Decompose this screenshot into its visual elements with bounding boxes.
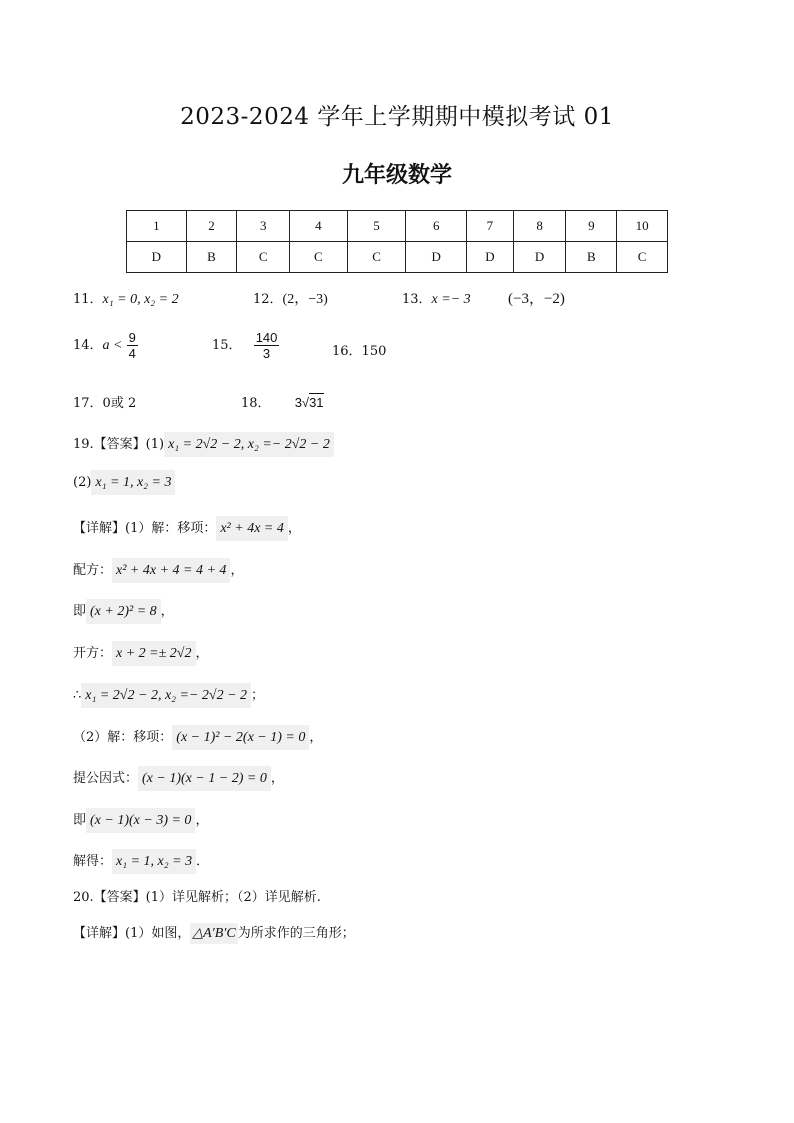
q17-answer: 17．0或 2 (73, 396, 137, 411)
math-expression: (2，−3) (282, 292, 328, 307)
table-cell: 7 (467, 211, 514, 242)
detail-label: 【详解】(1）如图， (73, 926, 191, 941)
q19-answer-line (73, 433, 334, 453)
math-expression: △A′B′C (190, 923, 237, 944)
step-label: ∴ (73, 688, 82, 703)
step-label: 开方： (73, 646, 113, 661)
question-number: 13． (402, 292, 432, 307)
punctuation: ， (195, 813, 209, 828)
q19-step-line (73, 850, 209, 870)
radical-expression: 3√31 (294, 395, 324, 410)
q19-step-line (73, 684, 264, 704)
punctuation: ； (251, 688, 265, 703)
math-expression: x² + 4x = 4 (216, 516, 288, 541)
table-cell: 1 (127, 211, 187, 242)
table-cell: 2 (186, 211, 237, 242)
q14-answer (73, 330, 138, 361)
table-cell: 8 (513, 211, 566, 242)
punctuation: ， (230, 563, 244, 578)
step-label: 解得： (73, 854, 113, 869)
q13-answer (402, 288, 471, 308)
fraction (254, 330, 280, 361)
punctuation: ， (195, 646, 209, 661)
q19-answer-line-2 (73, 475, 175, 491)
q19-step-line (73, 559, 243, 579)
table-cell: B (566, 242, 617, 273)
detail-label: 【详解】(1）解：移项： (73, 521, 217, 536)
table-cell: D (406, 242, 467, 273)
math-expression: x₁ = 2√2 − 2, x₂ =− 2√2 − 2 (164, 432, 334, 457)
table-cell: C (347, 242, 406, 273)
answer-table-answer-row (127, 242, 668, 273)
table-cell: C (237, 242, 290, 273)
page-subtitle: 九年级数学 (341, 162, 452, 188)
fraction-numerator: 9 (128, 330, 136, 345)
fraction-denominator: 3 (262, 346, 271, 361)
q19-step-line (73, 642, 209, 662)
detail-label: （2）解：移项： (73, 730, 173, 745)
step-label: 配方： (73, 563, 113, 578)
detail-text: 为所求作的三角形； (237, 926, 355, 941)
q19-detail-line-2 (73, 726, 322, 746)
question-number: 12． (253, 292, 283, 307)
math-expression: (x − 1)(x − 3) = 0 (86, 808, 195, 833)
math-expression: x₁ = 2√2 − 2, x₂ =− 2√2 − 2 (81, 683, 251, 708)
punctuation: ． (196, 854, 210, 869)
q18-answer (241, 392, 324, 411)
math-expression: x + 2 =± 2√2 (112, 641, 195, 666)
radical-coefficient: 3 (294, 395, 302, 410)
fraction-numerator: 140 (255, 330, 278, 345)
math-expression: x₁ = 1, x₂ = 3 (112, 849, 196, 874)
table-cell: 10 (617, 211, 668, 242)
table-cell: C (290, 242, 348, 273)
math-expression: a < (102, 338, 123, 353)
page-title: 2023-2024 学年上学期期中模拟考试 01 (180, 104, 614, 130)
q16-answer: 16．150 (332, 344, 387, 359)
q20-detail-line (73, 922, 355, 942)
fraction (127, 330, 138, 361)
step-label: 即 (73, 813, 87, 828)
q19-detail-line (73, 517, 301, 537)
table-cell: 5 (347, 211, 406, 242)
math-expression: (−3，−2) (508, 291, 565, 307)
q19-step-line (73, 600, 174, 620)
math-expression: x₁ = 0, x₂ = 2 (102, 292, 179, 307)
step-label: 即 (73, 604, 87, 619)
question-number: 18． (241, 396, 271, 411)
punctuation: ， (287, 521, 301, 536)
punctuation: ， (160, 604, 174, 619)
table-cell: 3 (237, 211, 290, 242)
table-cell: 4 (290, 211, 348, 242)
q19-step-line (73, 809, 208, 829)
table-cell: D (127, 242, 187, 273)
punctuation: ， (309, 730, 323, 745)
punctuation: ， (270, 771, 284, 786)
q19-step-line (73, 767, 284, 787)
answer-label: (2) (73, 475, 92, 490)
answer-table-number-row (127, 211, 668, 242)
math-expression: (x + 2)² = 8 (86, 599, 161, 624)
answer-table (126, 210, 668, 273)
table-cell: C (617, 242, 668, 273)
q11-answer (73, 288, 179, 308)
math-expression: x =− 3 (431, 292, 471, 307)
table-cell: 6 (406, 211, 467, 242)
question-number: 11． (73, 292, 103, 307)
step-label: 提公因式： (73, 771, 139, 786)
q12-answer (253, 288, 328, 308)
math-expression: (x − 1)² − 2(x − 1) = 0 (172, 725, 309, 750)
fraction-denominator: 4 (128, 346, 136, 361)
q15-answer (212, 330, 279, 361)
math-expression: x² + 4x + 4 = 4 + 4 (112, 558, 230, 583)
math-expression: x₁ = 1, x₂ = 3 (91, 470, 175, 495)
question-number: 14． (73, 338, 103, 353)
table-cell: D (467, 242, 514, 273)
table-cell: 9 (566, 211, 617, 242)
math-expression: (x − 1)(x − 1 − 2) = 0 (138, 766, 271, 791)
q13-extra-answer (508, 287, 565, 308)
radicand: 31 (309, 395, 324, 410)
table-cell: B (186, 242, 237, 273)
question-number: 15． (212, 338, 242, 353)
q20-answer-line: 20.【答案】(1）详见解析；（2）详见解析. (73, 890, 321, 905)
answer-label: 19.【答案】(1) (73, 437, 165, 452)
table-cell: D (513, 242, 566, 273)
